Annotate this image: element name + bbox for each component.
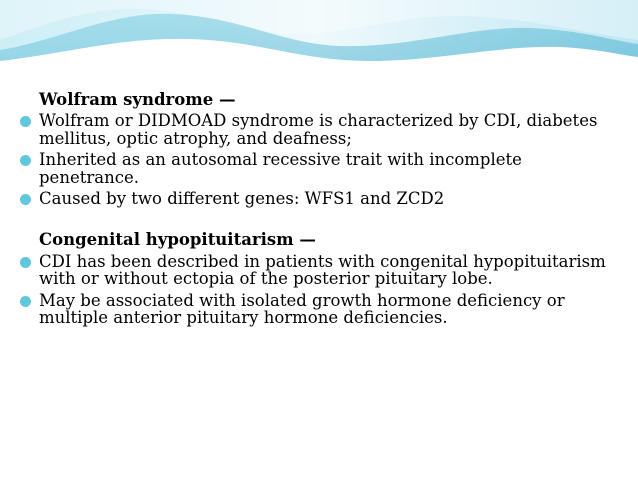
- bullet-text: Wolfram or DIDMOAD syndrome is characterized by CDI, diabetes mellitus, optic atrophy, and deafness;: [39, 111, 598, 148]
- section-wolfram: [39, 90, 619, 208]
- list-item: [39, 190, 619, 208]
- bullet-dot-icon: [20, 257, 31, 268]
- section-heading: Congenital hypopituitarism —: [39, 229, 316, 249]
- bullet-list: [39, 253, 619, 327]
- bullet-text: May be associated with isolated growth hormone deficiency or multiple anterior pituitary hormone deficiencies.: [39, 290, 565, 327]
- list-item: [39, 292, 619, 327]
- bullet-text: Caused by two different genes: WFS1 and ZCD2: [39, 189, 445, 208]
- bullet-text: CDI has been described in patients with congenital hypopituitarism with or without ectopia of the posterior pituitary lobe.: [39, 251, 606, 288]
- slide-content: [39, 90, 619, 327]
- header-wave-decoration: [0, 0, 638, 80]
- bullet-dot-icon: [20, 194, 31, 205]
- list-item: [39, 112, 619, 147]
- bullet-list: [39, 112, 619, 208]
- bullet-dot-icon: [20, 155, 31, 166]
- list-item: [39, 151, 619, 186]
- bullet-dot-icon: [20, 296, 31, 307]
- bullet-dot-icon: [20, 116, 31, 127]
- section-congenital-hypopituitarism: [39, 230, 619, 327]
- bullet-text: Inherited as an autosomal recessive trait with incomplete penetrance.: [39, 150, 522, 187]
- list-item: [39, 253, 619, 288]
- section-heading: Wolfram syndrome —: [39, 90, 236, 109]
